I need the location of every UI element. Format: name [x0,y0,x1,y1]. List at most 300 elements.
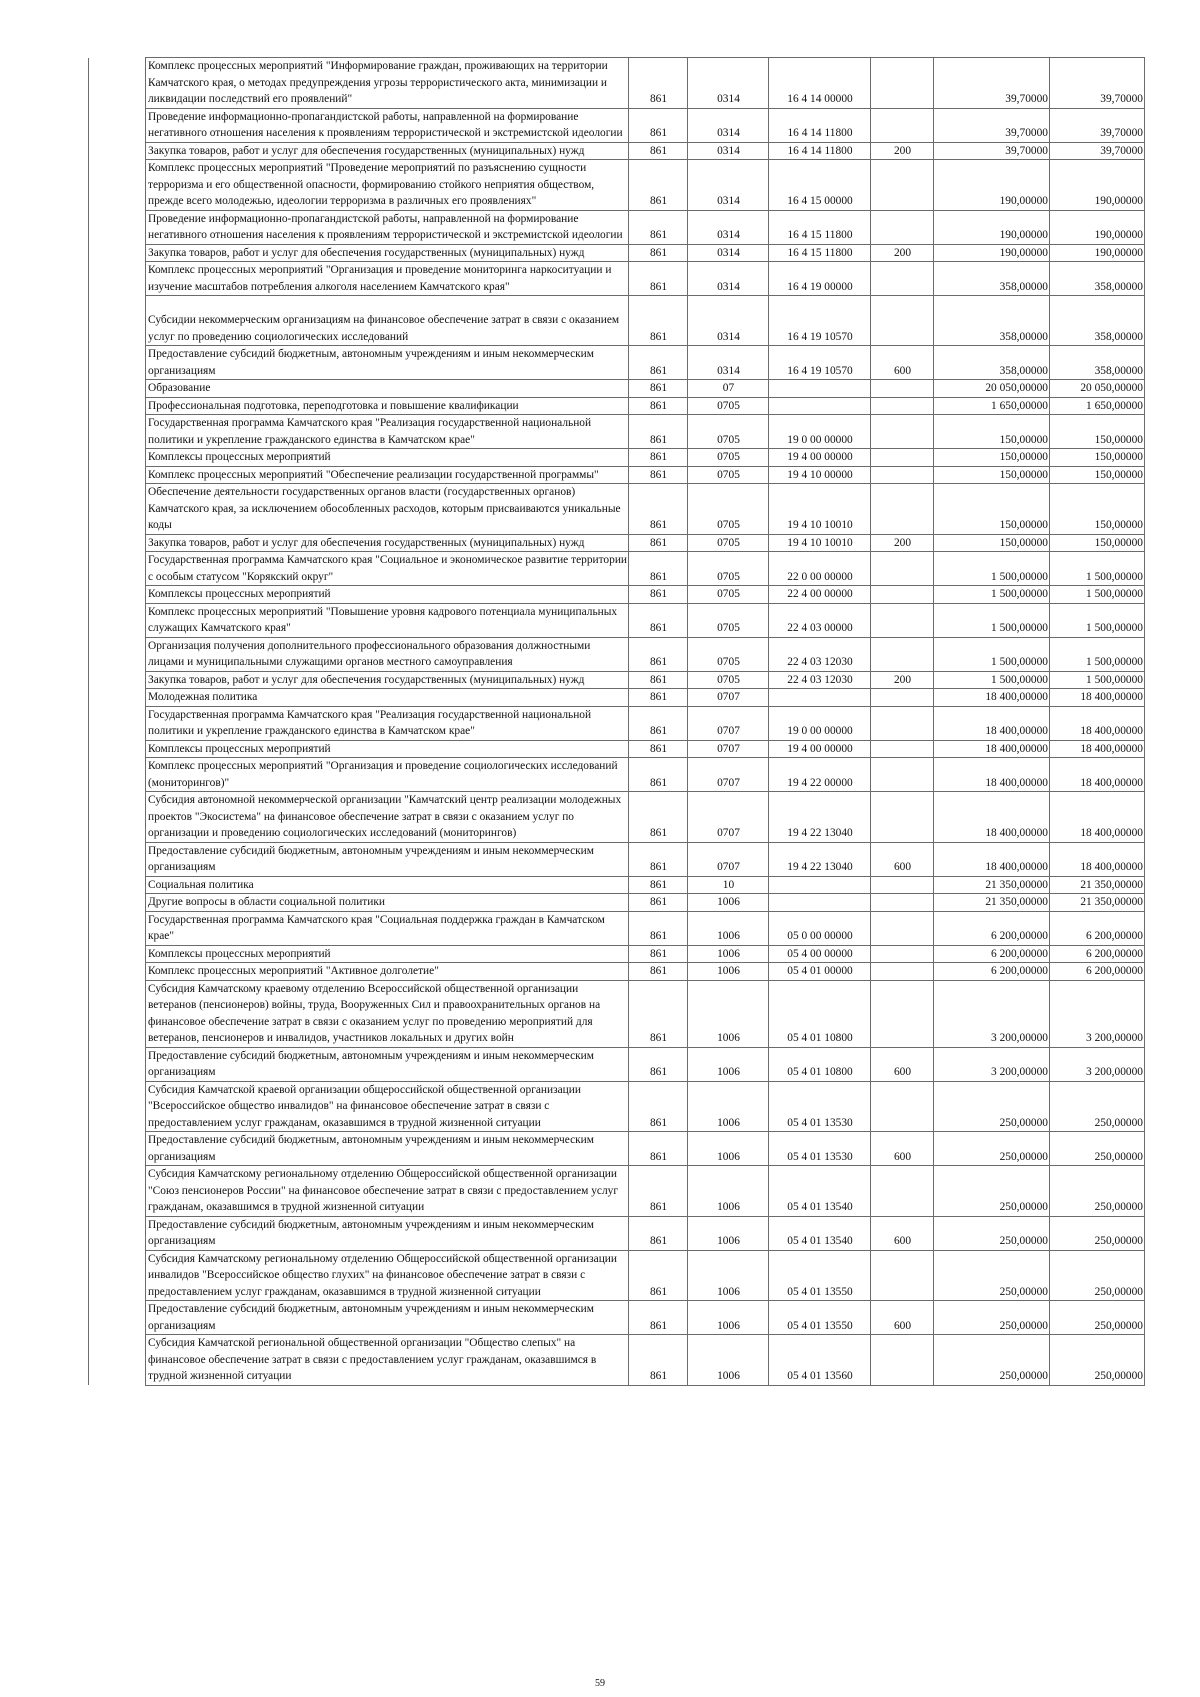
indent-cell [89,911,146,945]
target-article-code: 19 4 22 00000 [769,758,871,792]
expense-type-code [871,706,934,740]
amount-year-1: 39,70000 [934,108,1050,142]
table-row [89,894,1145,912]
amount-year-1: 150,00000 [934,466,1050,484]
ministry-code: 861 [629,296,688,346]
ministry-code: 861 [629,108,688,142]
indent-cell [89,449,146,467]
target-article-code: 19 4 22 13040 [769,792,871,843]
table-row [89,296,1145,346]
section-code: 0705 [688,637,769,671]
target-article-code: 19 0 00 00000 [769,706,871,740]
section-code: 0314 [688,296,769,346]
indent-cell [89,142,146,160]
target-article-code [769,894,871,912]
table-row [89,706,1145,740]
amount-year-1: 1 500,00000 [934,552,1050,586]
section-code: 1006 [688,963,769,981]
indent-cell [89,552,146,586]
expense-type-code [871,466,934,484]
amount-year-1: 358,00000 [934,296,1050,346]
ministry-code: 861 [629,397,688,415]
row-name: Проведение информационно-пропагандистской работы, направленной на формирование негативного отношения населения к проявлениям террористической и экстремистской идеологии [146,108,629,142]
indent-cell [89,1166,146,1217]
target-article-code: 16 4 14 11800 [769,142,871,160]
expense-type-code [871,262,934,296]
table-row [89,740,1145,758]
amount-year-1: 18 400,00000 [934,758,1050,792]
target-article-code: 19 4 22 13040 [769,842,871,876]
ministry-code: 861 [629,740,688,758]
row-name: Государственная программа Камчатского края "Социальное и экономическое развитие территории с особым статусом "Корякский округ" [146,552,629,586]
expense-type-code [871,945,934,963]
amount-year-1: 358,00000 [934,346,1050,380]
target-article-code: 22 4 03 12030 [769,671,871,689]
amount-year-2: 18 400,00000 [1050,740,1145,758]
row-name: Обеспечение деятельности государственных органов власти (государственных органов) Камчатского края, за исключением обособленных расходов, которым присваиваются уникальные коды [146,484,629,535]
ministry-code: 861 [629,346,688,380]
expense-type-code [871,415,934,449]
expense-type-code [871,758,934,792]
amount-year-2: 150,00000 [1050,415,1145,449]
indent-cell [89,894,146,912]
section-code: 1006 [688,911,769,945]
row-name: Предоставление субсидий бюджетным, автономным учреждениям и иным некоммерческим организациям [146,842,629,876]
amount-year-2: 250,00000 [1050,1166,1145,1217]
section-code: 0314 [688,262,769,296]
table-row [89,963,1145,981]
row-name: Комплекс процессных мероприятий "Обеспечение реализации государственной программы" [146,466,629,484]
amount-year-2: 18 400,00000 [1050,689,1145,707]
amount-year-1: 39,70000 [934,58,1050,109]
indent-cell [89,980,146,1047]
row-name: Субсидия Камчатскому региональному отделению Общероссийской общественной организации инвалидов "Всероссийское общество глухих" на финансовое обеспечение затрат в связи с предоставлением услуг гражданам, оказавшимся в трудной жизненной ситуации [146,1250,629,1301]
target-article-code: 19 4 00 00000 [769,449,871,467]
indent-cell [89,842,146,876]
target-article-code: 05 0 00 00000 [769,911,871,945]
expense-type-code [871,963,934,981]
target-article-code: 19 0 00 00000 [769,415,871,449]
row-name: Другие вопросы в области социальной политики [146,894,629,912]
indent-cell [89,534,146,552]
indent-cell [89,1047,146,1081]
amount-year-2: 250,00000 [1050,1250,1145,1301]
expense-type-code [871,160,934,211]
expense-type-code [871,586,934,604]
amount-year-2: 190,00000 [1050,210,1145,244]
ministry-code: 861 [629,484,688,535]
ministry-code: 861 [629,911,688,945]
section-code: 0705 [688,603,769,637]
table-row [89,466,1145,484]
expense-type-code: 200 [871,534,934,552]
amount-year-1: 250,00000 [934,1081,1050,1132]
row-name: Субсидия Камчатскому краевому отделению Всероссийской общественной организации ветеранов (пенсионеров) войны, труда, Вооруженных Сил и правоохранительных органов на финансовое обеспечение затрат в связи с оказанием услуг по проведению мероприятий для ветеранов, пенсионеров и инвалидов, участников локальных и других войн [146,980,629,1047]
expense-type-code [871,552,934,586]
ministry-code: 861 [629,706,688,740]
indent-cell [89,1250,146,1301]
amount-year-1: 150,00000 [934,484,1050,535]
expense-type-code [871,210,934,244]
ministry-code: 861 [629,671,688,689]
expense-type-code: 600 [871,346,934,380]
amount-year-1: 21 350,00000 [934,894,1050,912]
table-row [89,980,1145,1047]
amount-year-2: 1 500,00000 [1050,603,1145,637]
amount-year-1: 1 500,00000 [934,586,1050,604]
section-code: 0705 [688,671,769,689]
amount-year-2: 358,00000 [1050,346,1145,380]
row-name: Субсидия Камчатскому региональному отделению Общероссийской общественной организации "Союз пенсионеров России" на финансовое обеспечение затрат в связи с предоставлением услуг гражданам, оказавшимся в трудной жизненной ситуации [146,1166,629,1217]
indent-cell [89,792,146,843]
target-article-code: 16 4 19 00000 [769,262,871,296]
amount-year-1: 3 200,00000 [934,980,1050,1047]
target-article-code: 16 4 15 11800 [769,210,871,244]
indent-cell [89,603,146,637]
section-code: 0314 [688,346,769,380]
amount-year-2: 18 400,00000 [1050,792,1145,843]
expense-type-code [871,1166,934,1217]
ministry-code: 861 [629,160,688,211]
target-article-code: 16 4 14 00000 [769,58,871,109]
section-code: 1006 [688,1132,769,1166]
amount-year-2: 3 200,00000 [1050,980,1145,1047]
amount-year-2: 39,70000 [1050,108,1145,142]
expense-type-code [871,637,934,671]
row-name: Комплекс процессных мероприятий "Проведение мероприятий по разъяснению сущности терроризма и его общественной опасности, формированию стойкого неприятия обществом, прежде всего молодежью, идеологии терроризма в различных его проявлениях" [146,160,629,211]
amount-year-1: 250,00000 [934,1166,1050,1217]
ministry-code: 861 [629,603,688,637]
target-article-code [769,689,871,707]
amount-year-1: 6 200,00000 [934,963,1050,981]
amount-year-2: 18 400,00000 [1050,706,1145,740]
target-article-code: 22 4 03 00000 [769,603,871,637]
amount-year-2: 21 350,00000 [1050,894,1145,912]
row-name: Образование [146,380,629,398]
target-article-code: 05 4 01 00000 [769,963,871,981]
row-name: Закупка товаров, работ и услуг для обеспечения государственных (муниципальных) нужд [146,142,629,160]
expense-type-code [871,1335,934,1386]
amount-year-2: 1 500,00000 [1050,637,1145,671]
target-article-code: 05 4 01 13540 [769,1166,871,1217]
table-row [89,210,1145,244]
table-row [89,397,1145,415]
amount-year-2: 250,00000 [1050,1301,1145,1335]
expense-type-code [871,1081,934,1132]
row-name: Предоставление субсидий бюджетным, автономным учреждениям и иным некоммерческим организациям [146,1047,629,1081]
amount-year-1: 6 200,00000 [934,911,1050,945]
table-row [89,142,1145,160]
table-row [89,603,1145,637]
ministry-code: 861 [629,1132,688,1166]
table-row [89,552,1145,586]
amount-year-1: 150,00000 [934,449,1050,467]
amount-year-1: 150,00000 [934,415,1050,449]
section-code: 0314 [688,160,769,211]
amount-year-1: 3 200,00000 [934,1047,1050,1081]
target-article-code: 19 4 10 10010 [769,534,871,552]
ministry-code: 861 [629,945,688,963]
ministry-code: 861 [629,792,688,843]
amount-year-2: 250,00000 [1050,1216,1145,1250]
table-row [89,1047,1145,1081]
table-row [89,637,1145,671]
section-code: 1006 [688,1081,769,1132]
section-code: 1006 [688,1216,769,1250]
table-row [89,1250,1145,1301]
row-name: Государственная программа Камчатского края "Реализация государственной национальной политики и укрепление гражданского единства в Камчатском крае" [146,415,629,449]
table-row [89,586,1145,604]
indent-cell [89,210,146,244]
amount-year-1: 358,00000 [934,262,1050,296]
section-code: 0314 [688,58,769,109]
row-name: Комплекс процессных мероприятий "Организация и проведение социологических исследований (мониторингов)" [146,758,629,792]
table-row [89,244,1145,262]
ministry-code: 861 [629,842,688,876]
target-article-code: 19 4 00 00000 [769,740,871,758]
ministry-code: 861 [629,244,688,262]
amount-year-2: 190,00000 [1050,160,1145,211]
section-code: 10 [688,876,769,894]
indent-cell [89,466,146,484]
ministry-code: 861 [629,1081,688,1132]
row-name: Комплексы процессных мероприятий [146,586,629,604]
indent-cell [89,689,146,707]
amount-year-1: 190,00000 [934,160,1050,211]
indent-cell [89,244,146,262]
amount-year-2: 1 500,00000 [1050,671,1145,689]
expense-type-code: 600 [871,1132,934,1166]
ministry-code: 861 [629,449,688,467]
amount-year-2: 190,00000 [1050,244,1145,262]
section-code: 0314 [688,210,769,244]
section-code: 0705 [688,466,769,484]
expense-type-code [871,740,934,758]
amount-year-1: 39,70000 [934,142,1050,160]
expense-type-code [871,380,934,398]
table-row [89,449,1145,467]
ministry-code: 861 [629,415,688,449]
section-code: 0314 [688,244,769,262]
target-article-code: 05 4 01 13530 [769,1081,871,1132]
ministry-code: 861 [629,142,688,160]
page-number: 59 [595,1678,605,1689]
section-code: 0705 [688,534,769,552]
expense-type-code [871,911,934,945]
section-code: 1006 [688,1335,769,1386]
row-name: Организация получения дополнительного профессионального образования должностными лицами и муниципальными служащими органов местного самоуправления [146,637,629,671]
target-article-code: 19 4 10 10010 [769,484,871,535]
expense-type-code: 200 [871,671,934,689]
section-code: 0705 [688,415,769,449]
indent-cell [89,415,146,449]
section-code: 0707 [688,842,769,876]
amount-year-1: 150,00000 [934,534,1050,552]
amount-year-2: 18 400,00000 [1050,758,1145,792]
table-row [89,1081,1145,1132]
amount-year-1: 18 400,00000 [934,740,1050,758]
table-row [89,945,1145,963]
section-code: 0707 [688,689,769,707]
ministry-code: 861 [629,980,688,1047]
expense-type-code [871,1250,934,1301]
expense-type-code: 600 [871,1216,934,1250]
ministry-code: 861 [629,637,688,671]
amount-year-1: 250,00000 [934,1335,1050,1386]
indent-cell [89,740,146,758]
amount-year-2: 358,00000 [1050,262,1145,296]
amount-year-2: 1 500,00000 [1050,552,1145,586]
target-article-code [769,380,871,398]
section-code: 1006 [688,1166,769,1217]
ministry-code: 861 [629,210,688,244]
target-article-code: 05 4 01 13550 [769,1301,871,1335]
row-name: Профессиональная подготовка, переподготовка и повышение квалификации [146,397,629,415]
indent-cell [89,637,146,671]
indent-cell [89,397,146,415]
row-name: Проведение информационно-пропагандистской работы, направленной на формирование негативного отношения населения к проявлениям террористической и экстремистской идеологии [146,210,629,244]
ministry-code: 861 [629,1335,688,1386]
ministry-code: 861 [629,586,688,604]
target-article-code: 05 4 01 13530 [769,1132,871,1166]
row-name: Комплексы процессных мероприятий [146,449,629,467]
expense-type-code: 200 [871,244,934,262]
amount-year-2: 358,00000 [1050,296,1145,346]
table-row [89,1301,1145,1335]
indent-cell [89,108,146,142]
section-code: 07 [688,380,769,398]
ministry-code: 861 [629,262,688,296]
table-row [89,689,1145,707]
target-article-code [769,397,871,415]
expense-type-code [871,108,934,142]
row-name: Субсидия Камчатской региональной общественной организации "Общество слепых" на финансовое обеспечение затрат в связи с предоставлением услуг гражданам, оказавшимся в трудной жизненной ситуации [146,1335,629,1386]
row-name: Предоставление субсидий бюджетным, автономным учреждениям и иным некоммерческим организациям [146,1301,629,1335]
expense-type-code [871,296,934,346]
section-code: 0707 [688,706,769,740]
target-article-code: 05 4 01 10800 [769,980,871,1047]
row-name: Комплекс процессных мероприятий "Организация и проведение мониторинга наркоситуации и изучение масштабов потребления алкоголя населением Камчатского края" [146,262,629,296]
table-row [89,346,1145,380]
section-code: 0705 [688,484,769,535]
target-article-code: 22 4 03 12030 [769,637,871,671]
target-article-code: 05 4 01 13550 [769,1250,871,1301]
table-body [89,58,1145,1386]
expense-type-code [871,980,934,1047]
ministry-code: 861 [629,1166,688,1217]
amount-year-1: 250,00000 [934,1216,1050,1250]
row-name: Закупка товаров, работ и услуг для обеспечения государственных (муниципальных) нужд [146,244,629,262]
section-code: 0707 [688,792,769,843]
indent-cell [89,262,146,296]
table-row [89,415,1145,449]
expense-type-code [871,792,934,843]
target-article-code: 22 0 00 00000 [769,552,871,586]
amount-year-1: 250,00000 [934,1250,1050,1301]
expense-type-code: 200 [871,142,934,160]
indent-cell [89,1335,146,1386]
indent-cell [89,963,146,981]
section-code: 1006 [688,894,769,912]
indent-cell [89,876,146,894]
row-name: Социальная политика [146,876,629,894]
section-code: 1006 [688,1250,769,1301]
amount-year-1: 1 500,00000 [934,637,1050,671]
table-row [89,160,1145,211]
amount-year-2: 21 350,00000 [1050,876,1145,894]
ministry-code: 861 [629,1216,688,1250]
indent-cell [89,484,146,535]
amount-year-2: 150,00000 [1050,466,1145,484]
amount-year-2: 250,00000 [1050,1132,1145,1166]
ministry-code: 861 [629,380,688,398]
indent-cell [89,380,146,398]
target-article-code: 19 4 10 00000 [769,466,871,484]
row-name: Комплекс процессных мероприятий "Повышение уровня кадрового потенциала муниципальных служащих Камчатского края" [146,603,629,637]
section-code: 0705 [688,397,769,415]
table-row [89,484,1145,535]
section-code: 0705 [688,552,769,586]
amount-year-2: 18 400,00000 [1050,842,1145,876]
amount-year-2: 39,70000 [1050,58,1145,109]
ministry-code: 861 [629,876,688,894]
ministry-code: 861 [629,58,688,109]
indent-cell [89,296,146,346]
table-row [89,108,1145,142]
ministry-code: 861 [629,552,688,586]
section-code: 0707 [688,740,769,758]
amount-year-1: 190,00000 [934,244,1050,262]
expense-type-code [871,603,934,637]
target-article-code: 16 4 15 11800 [769,244,871,262]
target-article-code: 05 4 01 10800 [769,1047,871,1081]
table-row [89,792,1145,843]
ministry-code: 861 [629,534,688,552]
indent-cell [89,346,146,380]
ministry-code: 861 [629,466,688,484]
expense-type-code [871,397,934,415]
target-article-code: 16 4 14 11800 [769,108,871,142]
amount-year-1: 250,00000 [934,1132,1050,1166]
row-name: Закупка товаров, работ и услуг для обеспечения государственных (муниципальных) нужд [146,534,629,552]
expense-type-code: 600 [871,842,934,876]
expense-type-code [871,689,934,707]
amount-year-2: 1 500,00000 [1050,586,1145,604]
row-name: Предоставление субсидий бюджетным, автономным учреждениям и иным некоммерческим организациям [146,1216,629,1250]
amount-year-1: 250,00000 [934,1301,1050,1335]
target-article-code: 22 4 00 00000 [769,586,871,604]
table-row [89,380,1145,398]
section-code: 1006 [688,1047,769,1081]
amount-year-2: 150,00000 [1050,534,1145,552]
target-article-code [769,876,871,894]
table-row [89,758,1145,792]
row-name: Комплексы процессных мероприятий [146,945,629,963]
row-name: Комплексы процессных мероприятий [146,740,629,758]
section-code: 0707 [688,758,769,792]
indent-cell [89,1081,146,1132]
table-row [89,1132,1145,1166]
row-name: Комплекс процессных мероприятий "Активное долголетие" [146,963,629,981]
target-article-code: 16 4 15 00000 [769,160,871,211]
amount-year-1: 18 400,00000 [934,706,1050,740]
row-name: Предоставление субсидий бюджетным, автономным учреждениям и иным некоммерческим организациям [146,346,629,380]
amount-year-2: 150,00000 [1050,484,1145,535]
amount-year-2: 150,00000 [1050,449,1145,467]
section-code: 0705 [688,586,769,604]
table-row [89,842,1145,876]
amount-year-1: 1 500,00000 [934,671,1050,689]
